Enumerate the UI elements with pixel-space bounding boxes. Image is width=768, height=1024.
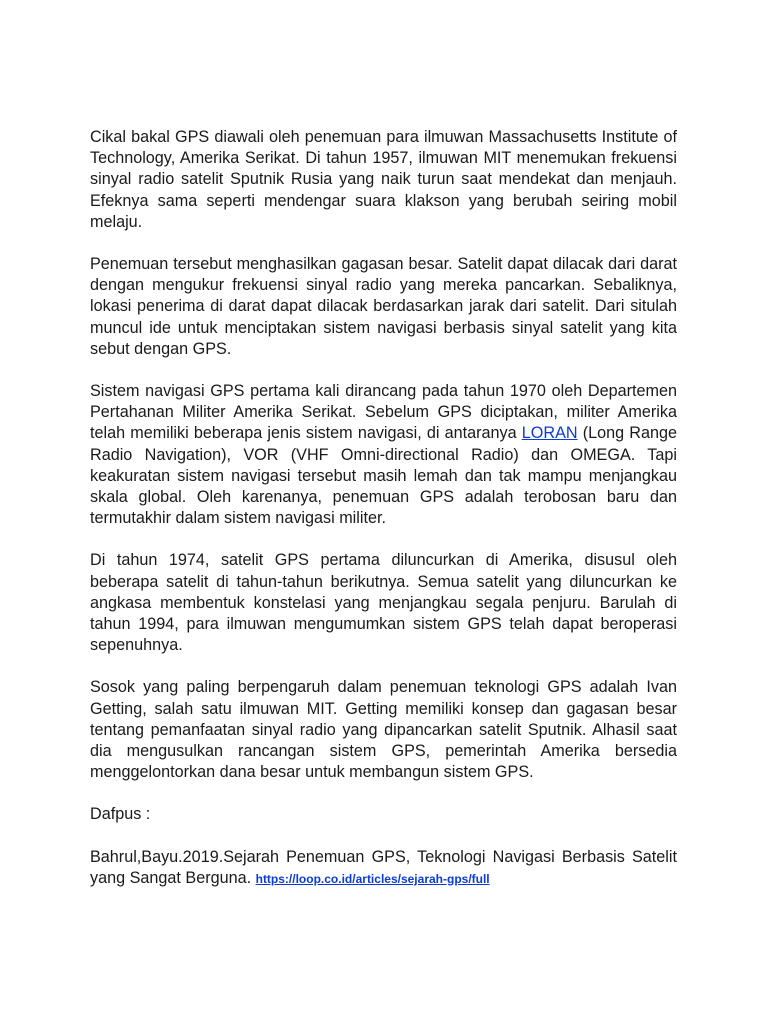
paragraph-text-after-link: (Long Range Radio Navigation), VOR (VHF Omni-directional Radio) dan OMEGA. Tapi keakuratan sistem navigasi tersebut masih lemah dan tak mampu menjangkau skala global. Oleh karenanya, penemuan GPS adalah terobosan baru dan termutakhir dalam sistem navigasi militer. (90, 424, 677, 528)
paragraph-idea: Penemuan tersebut menghasilkan gagasan besar. Satelit dapat dilacak dari darat dengan mengukur frekuensi sinyal radio yang mereka pancarkan. Sebaliknya, lokasi penerima di darat dapat dilacak berdasarkan jarak dari satelit. Dari situlah muncul ide untuk menciptakan sistem navigasi berbasis sinyal satelit yang kita sebut dengan GPS. (90, 255, 677, 358)
paragraph-ivan-getting: Sosok yang paling berpengaruh dalam penemuan teknologi GPS adalah Ivan Getting, salah satu ilmuwan MIT. Getting memiliki konsep dan gagasan besar tentang pemanfaatan sinyal radio yang dipancarkan satelit Sputnik. Alhasil saat dia mengusulkan rancangan sistem GPS, pemerintah Amerika bersedia menggelontorkan dana besar untuk membangun sistem GPS. (90, 678, 677, 782)
document-page (90, 127, 677, 890)
citation (90, 847, 677, 890)
paragraph-military-navigation (90, 381, 677, 529)
references-heading: Dafpus : (90, 805, 151, 824)
paragraph-text-before-link: Sistem navigasi GPS pertama kali dirancang pada tahun 1970 oleh Departemen Pertahanan Militer Amerika Serikat. Sebelum GPS diciptakan, militer Amerika telah memiliki beberapa jenis sistem navigasi, di antaranya (90, 382, 677, 443)
paragraph-origin: Cikal bakal GPS diawali oleh penemuan para ilmuwan Massachusetts Institute of Technology, Amerika Serikat. Di tahun 1957, ilmuwan MIT menemukan frekuensi sinyal radio satelit Sputnik Rusia yang naik turun saat mendekat dan menjauh. Efeknya sama seperti mendengar suara klakson yang berubah seiring mobil melaju. (90, 128, 677, 231)
citation-url-link[interactable]: https://loop.co.id/articles/sejarah-gps/full (255, 871, 490, 886)
citation-text: Bahrul,Bayu.2019.Sejarah Penemuan GPS, Teknologi Navigasi Berbasis Satelit yang Sangat Berguna. (90, 847, 677, 887)
paragraph-first-satellite: Di tahun 1974, satelit GPS pertama diluncurkan di Amerika, disusul oleh beberapa satelit di tahun-tahun berikutnya. Semua satelit yang diluncurkan ke angkasa membentuk konstelasi yang menjangkau segala penjuru. Barulah di tahun 1994, para ilmuwan mengumumkan sistem GPS telah dapat beroperasi sepenuhnya. (90, 551, 677, 655)
loran-link[interactable]: LORAN (521, 424, 578, 443)
